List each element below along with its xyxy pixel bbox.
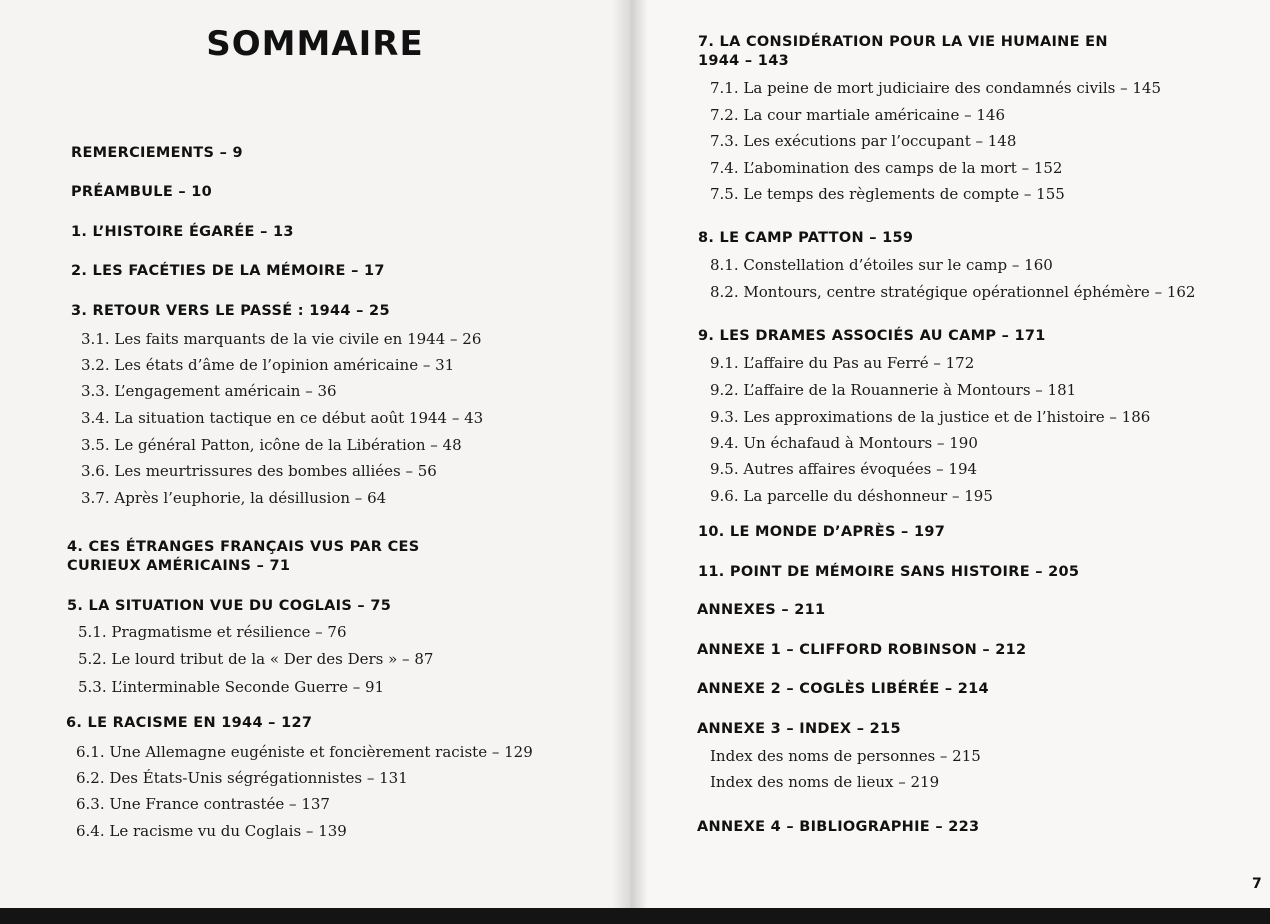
toc-entry-3-7: 3.7. Après l’euphorie, la désillusion – 64: [81, 489, 387, 507]
toc-heading-annexes: ANNEXES – 211: [697, 602, 826, 618]
toc-heading-annexe-1: ANNEXE 1 – CLIFFORD ROBINSON – 212: [697, 642, 1027, 658]
page-number: 7: [1252, 876, 1262, 892]
toc-heading-chapter-10: 10. LE MONDE D’APRÈS – 197: [698, 524, 946, 540]
toc-heading-chapter-3: 3. RETOUR VERS LE PASSÉ : 1944 – 25: [71, 303, 390, 319]
toc-entry-9-1: 9.1. L’affaire du Pas au Ferré – 172: [710, 354, 975, 372]
toc-entry-8-2: 8.2. Montours, centre stratégique opérationnel éphémère – 162: [710, 283, 1196, 301]
toc-entry-6-4: 6.4. Le racisme vu du Coglais – 139: [76, 822, 347, 840]
bottom-shadow: [0, 908, 1270, 924]
toc-heading-annexe-3: ANNEXE 3 – INDEX – 215: [697, 721, 901, 737]
toc-entry-5-1: 5.1. Pragmatisme et résilience – 76: [78, 623, 347, 641]
toc-heading-chapter-11: 11. POINT DE MÉMOIRE SANS HISTOIRE – 205: [698, 564, 1080, 580]
toc-heading-preambule: PRÉAMBULE – 10: [71, 184, 213, 200]
toc-heading-chapter-1: 1. L’HISTOIRE ÉGARÉE – 13: [71, 224, 294, 240]
toc-entry-5-3: 5.3. L’interminable Seconde Guerre – 91: [78, 678, 385, 696]
toc-entry-3-6: 3.6. Les meurtrissures des bombes alliées – 56: [81, 462, 437, 480]
toc-entry-7-5: 7.5. Le temps des règlements de compte – 155: [710, 185, 1065, 203]
toc-entry-9-6: 9.6. La parcelle du déshonneur – 195: [710, 487, 993, 505]
toc-entry-3-3: 3.3. L’engagement américain – 36: [81, 382, 337, 400]
toc-heading-chapter-6: 6. LE RACISME EN 1944 – 127: [66, 715, 313, 731]
toc-entry-6-1: 6.1. Une Allemagne eugéniste et foncièrement raciste – 129: [76, 743, 533, 761]
toc-entry-5-2: 5.2. Le lourd tribut de la « Der des Ders » – 87: [78, 650, 434, 668]
toc-entry-7-4: 7.4. L’abomination des camps de la mort – 152: [710, 159, 1063, 177]
toc-entry-3-2: 3.2. Les états d’âme de l’opinion américaine – 31: [81, 356, 455, 374]
toc-entry-3-1: 3.1. Les faits marquants de la vie civile en 1944 – 26: [81, 330, 482, 348]
toc-entry-9-4: 9.4. Un échafaud à Montours – 190: [710, 434, 978, 452]
toc-heading-chapter-8: 8. LE CAMP PATTON – 159: [698, 230, 914, 246]
toc-entry-3-4: 3.4. La situation tactique en ce début août 1944 – 43: [81, 409, 484, 427]
toc-heading-chapter-4-line-2: CURIEUX AMÉRICAINS – 71: [67, 558, 291, 574]
toc-heading-annexe-4: ANNEXE 4 – BIBLIOGRAPHIE – 223: [697, 819, 980, 835]
page-title: SOMMAIRE: [206, 24, 424, 64]
toc-entry-index-personnes: Index des noms de personnes – 215: [710, 747, 981, 765]
toc-entry-7-2: 7.2. La cour martiale américaine – 146: [710, 106, 1005, 124]
toc-entry-7-1: 7.1. La peine de mort judiciaire des condamnés civils – 145: [710, 79, 1162, 97]
toc-entry-8-1: 8.1. Constellation d’étoiles sur le camp – 160: [710, 256, 1053, 274]
toc-heading-chapter-7-line-2: 1944 – 143: [698, 53, 789, 69]
book-gutter: [612, 0, 648, 910]
toc-entry-index-lieux: Index des noms de lieux – 219: [710, 773, 940, 791]
toc-heading-chapter-4-line-1: 4. CES ÉTRANGES FRANÇAIS VUS PAR CES: [67, 539, 420, 555]
toc-heading-annexe-2: ANNEXE 2 – COGLÈS LIBÉRÉE – 214: [697, 681, 989, 697]
toc-entry-9-5: 9.5. Autres affaires évoquées – 194: [710, 460, 978, 478]
toc-entry-3-5: 3.5. Le général Patton, icône de la Libération – 48: [81, 436, 462, 454]
toc-entry-9-3: 9.3. Les approximations de la justice et de l’histoire – 186: [710, 408, 1151, 426]
toc-heading-chapter-9: 9. LES DRAMES ASSOCIÉS AU CAMP – 171: [698, 328, 1046, 344]
toc-entry-6-3: 6.3. Une France contrastée – 137: [76, 795, 330, 813]
toc-heading-remerciements: REMERCIEMENTS – 9: [71, 145, 243, 161]
toc-heading-chapter-7-line-1: 7. LA CONSIDÉRATION POUR LA VIE HUMAINE EN: [698, 34, 1108, 50]
toc-entry-6-2: 6.2. Des États-Unis ségrégationnistes – 131: [76, 769, 408, 787]
toc-heading-chapter-2: 2. LES FACÉTIES DE LA MÉMOIRE – 17: [71, 263, 385, 279]
toc-heading-chapter-5: 5. LA SITUATION VUE DU COGLAIS – 75: [67, 598, 392, 614]
toc-entry-7-3: 7.3. Les exécutions par l’occupant – 148: [710, 132, 1017, 150]
toc-entry-9-2: 9.2. L’affaire de la Rouannerie à Montours – 181: [710, 381, 1077, 399]
